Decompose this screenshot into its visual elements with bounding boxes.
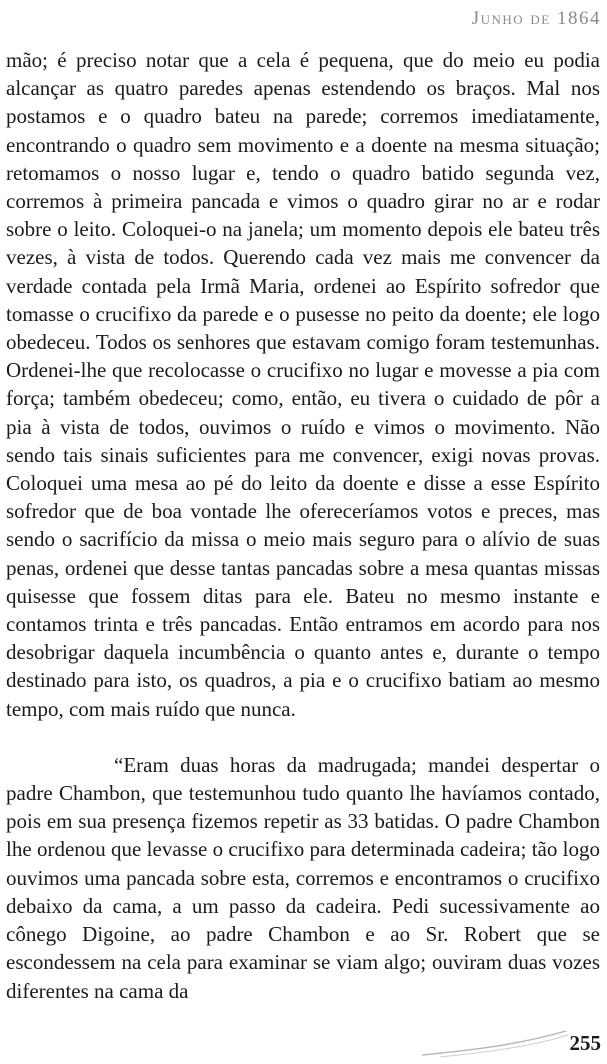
- paragraph: mão; é preciso notar que a cela é pequena, que do meio eu podia alcançar as quatro paredes apenas estendendo os braços. Mal nos postamos e o quadro bateu na parede; corremos imediatamente, encontrando o quadro sem movimento e a doente na mesma situação; retomamos o nosso lugar e, tendo o quadro batido segunda vez, corremos à primeira pancada e vimos o quadro girar no ar e rodar sobre o leito. Coloquei-o na janela; um momento depois ele bateu três vezes, à vista de todos. Querendo cada vez mais me convencer da verdade contada pela Irmã Maria, ordenei ao Espírito sofredor que tomasse o crucifixo da parede e o pusesse no peito da doente; ele logo obedeceu. Todos os senhores que estavam comigo foram testemunhas. Ordenei-lhe que recolocasse o crucifixo no lugar e movesse a pia com força; também obedeceu; como, então, eu tivera o cuidado de pôr a pia à vista de todos, ouvimos o ruído e vimos o movimento. Não sendo tais sinais suficientes para me convencer, exigi novas provas. Coloquei uma mesa ao pé do leito da doente e disse a esse Espírito sofredor que de boa vontade lhe ofereceríamos votos e preces, mas sendo o sacrifício da missa o meio mais seguro para o alívio de suas penas, ordenei que desse tantas pancadas sobre a mesa quantas missas quisesse que fossem ditas para ele. Bateu no mesmo instante e contamos trinta e três pancadas. Então entramos em acordo para nos desobrigar daquela incumbência o quanto antes e, durante o tempo destinado para isto, os quadros, a pia e o crucifixo batiam ao mesmo tempo, com mais ruído que nunca.: [6, 48, 600, 721]
- page-ornament: [420, 1025, 570, 1059]
- page-number: 255: [569, 1031, 601, 1055]
- paragraph: “Eram duas horas da madrugada; mandei despertar o padre Chambon, que testemunhou tudo quanto lhe havíamos contado, pois em sua presença fizemos repetir as 33 batidas. O padre Chambon lhe ordenou que levasse o crucifixo para determinada cadeira; tão logo ouvimos uma pancada sobre esta, corremos e encontramos o crucifixo debaixo da cama, a um passo da cadeira. Pedi sucessivamente ao cônego Digoine, ao padre Chambon e ao Sr. Robert que se escondessem na cela para examinar se viam algo; ouviram duas vozes diferentes na cama da: [6, 752, 600, 1003]
- running-head: Junho de 1864: [471, 8, 601, 29]
- body-text: [6, 46, 600, 1005]
